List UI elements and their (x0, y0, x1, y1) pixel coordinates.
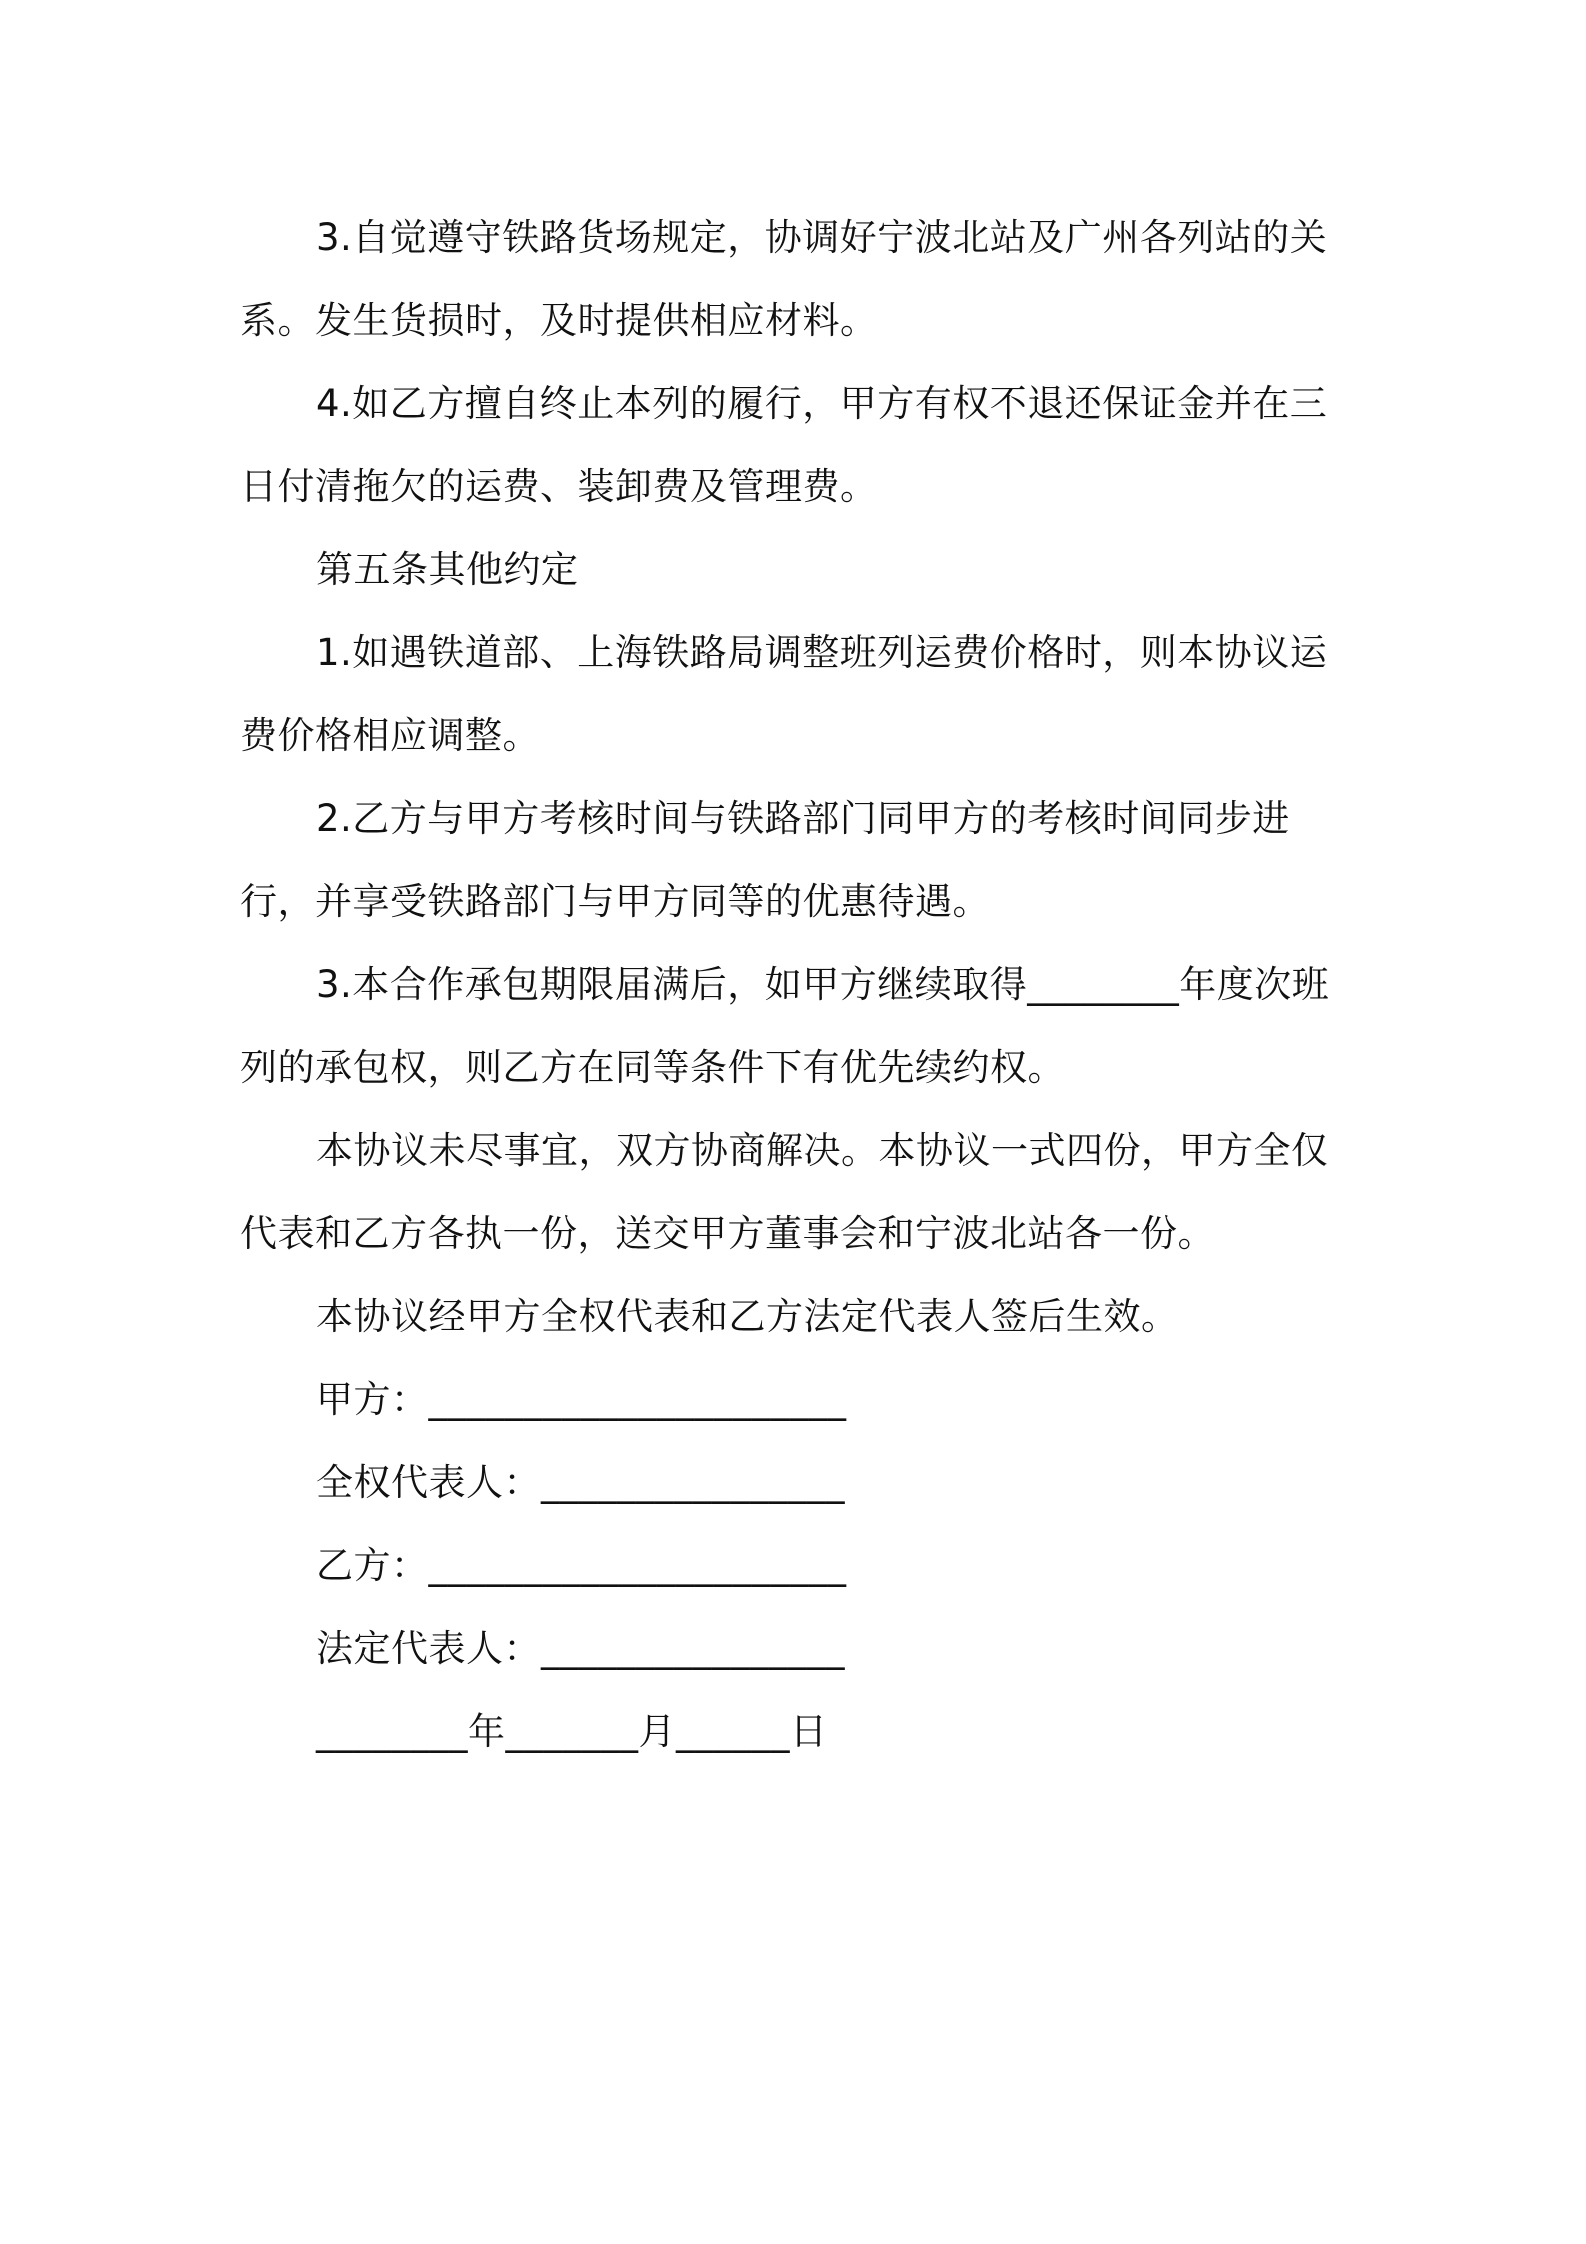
authorized-rep-signature-line: 全权代表人：________________ (316, 1461, 845, 1504)
party-b-signature-line: 乙方：______________________ (316, 1544, 847, 1587)
paragraph-clause-4-4: 4.如乙方擅自终止本列的履行，甲方有权不退还保证金并在三日付清拖欠的运费、装卸费及管理费。 (240, 382, 1328, 508)
section-heading-article-5: 第五条其他约定 (316, 548, 579, 591)
paragraph-clause-4-3: 3.自觉遵守铁路货场规定，协调好宁波北站及广州各列站的关系。发生货损时，及时提供相应材料。 (240, 216, 1328, 342)
paragraph-clause-5-3: 3.本合作承包期限届满后，如甲方继续取得________年度次班列的承包权，则乙方在同等条件下有优先续约权。 (240, 963, 1330, 1089)
paragraph-effective: 本协议经甲方全权代表和乙方法定代表人签后生效。 (316, 1295, 1179, 1338)
party-a-signature-line: 甲方：______________________ (316, 1378, 847, 1421)
document-body (240, 196, 1360, 1773)
paragraph-clause-5-1: 1.如遇铁道部、上海铁路局调整班列运费价格时，则本协议运费价格相应调整。 (240, 631, 1328, 757)
date-line: ________年_______月______日 (316, 1710, 828, 1753)
paragraph-copies: 本协议未尽事宜，双方协商解决。本协议一式四份，甲方全仅代表和乙方各执一份，送交甲方董事会和宁波北站各一份。 (240, 1129, 1329, 1255)
paragraph-clause-5-2: 2.乙方与甲方考核时间与铁路部门同甲方的考核时间同步进行，并享受铁路部门与甲方同等的优惠待遇。 (240, 797, 1290, 923)
legal-rep-signature-line: 法定代表人：________________ (316, 1627, 845, 1670)
